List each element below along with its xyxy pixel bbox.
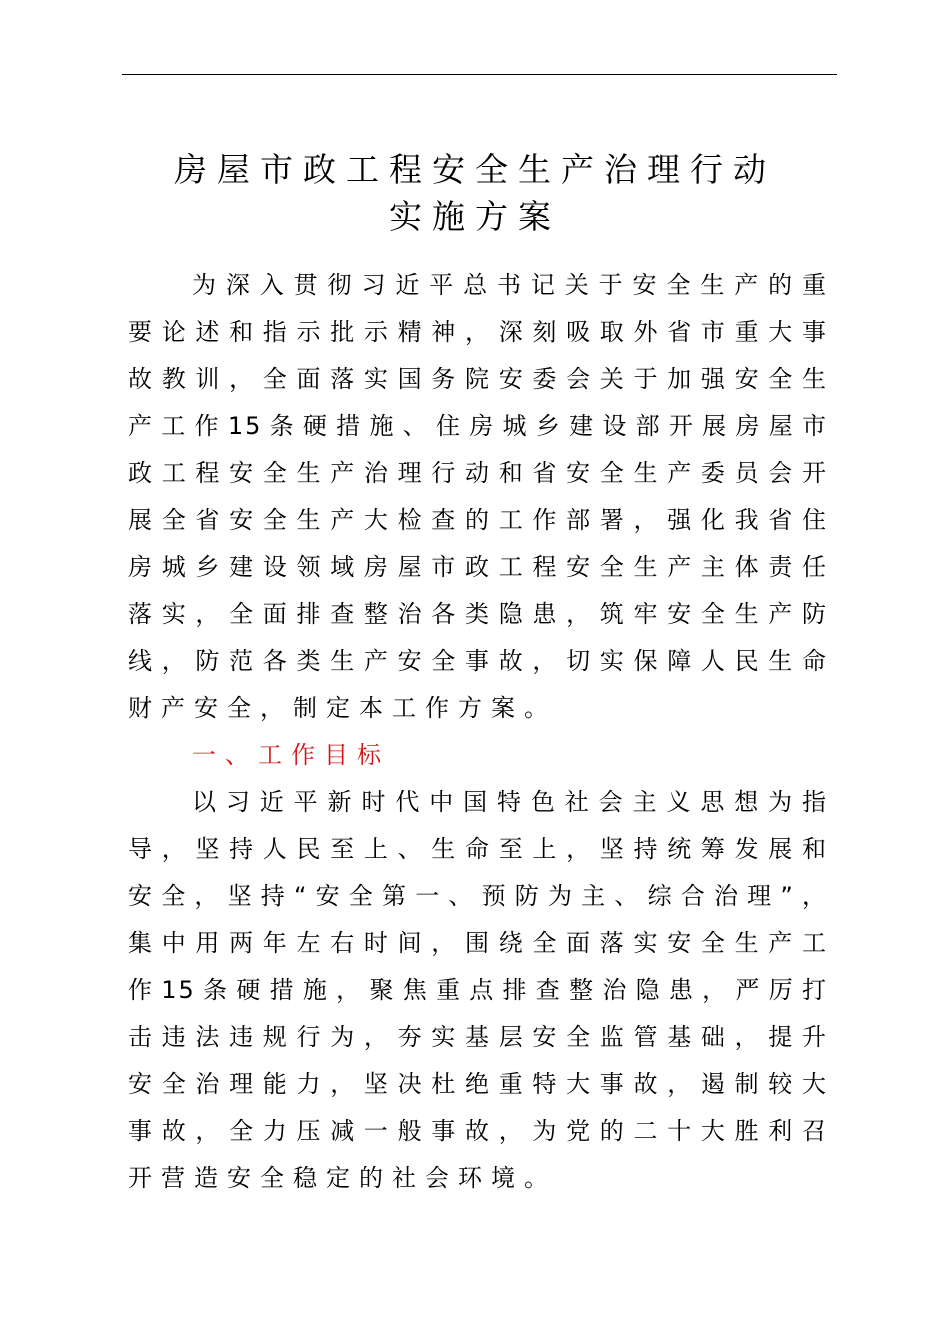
paragraph-line: 展全省安全生产大检查的工作部署，强化我省住 xyxy=(128,506,828,534)
paragraph-line: 以习近平新时代中国特色社会主义思想为指 xyxy=(192,788,828,816)
paragraph-line: 故教训，全面落实国务院安委会关于加强安全生 xyxy=(128,365,828,393)
paragraph-line: 安全，坚持“安全第一、预防为主、综合治理”， xyxy=(128,882,828,910)
paragraph-line: 房城乡建设领域房屋市政工程安全生产主体责任 xyxy=(128,553,828,581)
paragraph-line: 导，坚持人民至上、生命至上，坚持统筹发展和 xyxy=(128,835,828,863)
paragraph-line: 产工作15条硬措施、住房城乡建设部开展房屋市 xyxy=(128,412,828,440)
document-title xyxy=(120,146,830,240)
paragraph-intro xyxy=(128,262,828,732)
paragraph-line: 为深入贯彻习近平总书记关于安全生产的重 xyxy=(192,271,828,299)
paragraph-line: 要论述和指示批示精神，深刻吸取外省市重大事 xyxy=(128,318,828,346)
paragraph-line: 集中用两年左右时间，围绕全面落实安全生产工 xyxy=(128,929,828,957)
paragraph-line: 财产安全，制定本工作方案。 xyxy=(128,694,557,722)
paragraph-line: 作15条硬措施，聚焦重点排查整治隐患，严厉打 xyxy=(128,976,828,1004)
document-body xyxy=(128,262,828,1202)
paragraph-line: 安全治理能力，坚决杜绝重特大事故，遏制较大 xyxy=(128,1070,828,1098)
section-heading-work-goals: 一、工作目标 xyxy=(192,741,390,769)
paragraph-work-goals xyxy=(128,779,828,1202)
paragraph-line: 落实，全面排查整治各类隐患，筑牢安全生产防 xyxy=(128,600,828,628)
paragraph-line: 击违法违规行为，夯实基层安全监管基础，提升 xyxy=(128,1023,828,1051)
paragraph-line: 事故，全力压减一般事故，为党的二十大胜利召 xyxy=(128,1117,828,1145)
title-line-1: 房屋市政工程安全生产治理行动 xyxy=(174,150,776,189)
paragraph-line: 线，防范各类生产安全事故，切实保障人民生命 xyxy=(128,647,828,675)
paragraph-line: 开营造安全稳定的社会环境。 xyxy=(128,1164,557,1192)
header-rule xyxy=(122,74,837,75)
paragraph-line: 政工程安全生产治理行动和省安全生产委员会开 xyxy=(128,459,828,487)
title-line-2: 实施方案 xyxy=(389,197,561,236)
